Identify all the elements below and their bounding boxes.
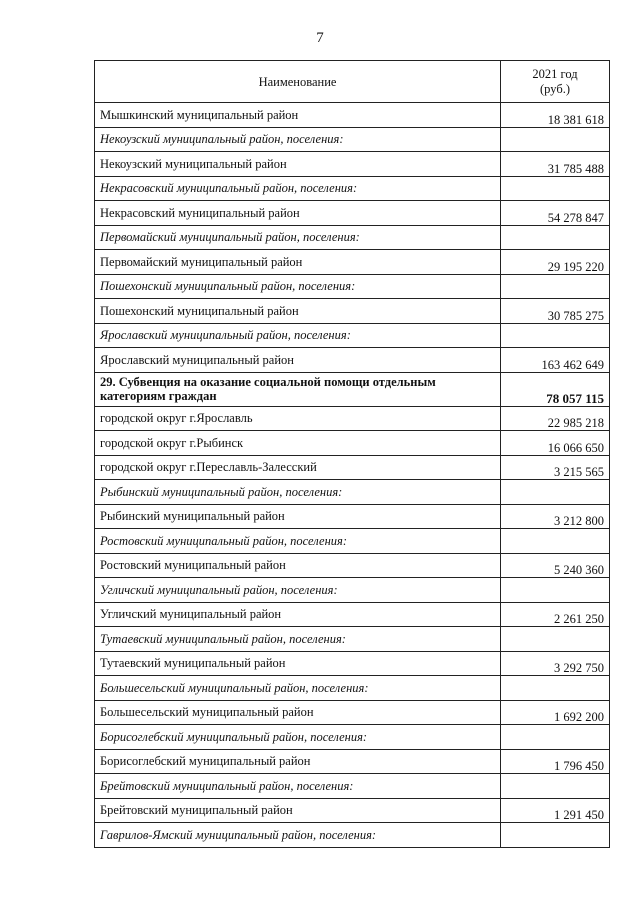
row-amount-cell: 54 278 847: [501, 201, 610, 226]
table-row: [95, 651, 610, 676]
table-row: [95, 103, 610, 128]
table-row: [95, 749, 610, 774]
row-amount-cell: [501, 529, 610, 554]
row-name-cell: Пошехонский муниципальный район, поселения:: [95, 274, 501, 299]
table-row: [95, 152, 610, 177]
row-name-cell: Борисоглебский муниципальный район: [95, 749, 501, 774]
table-body: [95, 103, 610, 848]
row-amount-cell: 78 057 115: [501, 372, 610, 406]
row-amount-cell: 3 212 800: [501, 504, 610, 529]
table-row: [95, 406, 610, 431]
row-amount-cell: [501, 676, 610, 701]
column-header-amount-year: 2021 год: [532, 66, 578, 81]
row-amount-cell: [501, 823, 610, 848]
row-name-cell: городской округ г.Переславль-Залесский: [95, 455, 501, 480]
row-amount-cell: 5 240 360: [501, 553, 610, 578]
table-group-row: [95, 127, 610, 152]
table-group-row: [95, 725, 610, 750]
row-amount-cell: [501, 127, 610, 152]
row-name-cell: Первомайский муниципальный район, поселения:: [95, 225, 501, 250]
table-group-row: [95, 176, 610, 201]
row-name-cell: Ярославский муниципальный район: [95, 348, 501, 373]
row-name-cell: Некрасовский муниципальный район, поселения:: [95, 176, 501, 201]
table-row: [95, 602, 610, 627]
table-row: [95, 455, 610, 480]
table-row: [95, 798, 610, 823]
row-amount-cell: [501, 274, 610, 299]
table-group-row: [95, 274, 610, 299]
row-amount-cell: 30 785 275: [501, 299, 610, 324]
row-amount-cell: 22 985 218: [501, 406, 610, 431]
table-group-row: [95, 480, 610, 505]
row-name-cell: Некрасовский муниципальный район: [95, 201, 501, 226]
table-group-row: [95, 774, 610, 799]
row-name-cell: 29. Субвенция на оказание социальной помощи отдельным категориям граждан: [95, 372, 501, 406]
row-amount-cell: 163 462 649: [501, 348, 610, 373]
row-name-cell: Гаврилов-Ямский муниципальный район, поселения:: [95, 823, 501, 848]
table-row: [95, 553, 610, 578]
row-name-cell: Угличский муниципальный район, поселения:: [95, 578, 501, 603]
row-name-cell: Ростовский муниципальный район: [95, 553, 501, 578]
page-number: 7: [316, 30, 324, 46]
table-row: [95, 201, 610, 226]
table-header-row: [95, 61, 610, 103]
column-header-amount: [501, 61, 610, 103]
row-name-cell: Ростовский муниципальный район, поселения:: [95, 529, 501, 554]
row-name-cell: Тутаевский муниципальный район, поселения:: [95, 627, 501, 652]
budget-table: [94, 60, 610, 848]
row-name-cell: Большесельский муниципальный район: [95, 700, 501, 725]
row-name-cell: Угличский муниципальный район: [95, 602, 501, 627]
row-name-cell: Тутаевский муниципальный район: [95, 651, 501, 676]
row-name-cell: Некоузский муниципальный район: [95, 152, 501, 177]
row-name-cell: Брейтовский муниципальный район: [95, 798, 501, 823]
row-amount-cell: 16 066 650: [501, 431, 610, 456]
table-row: [95, 700, 610, 725]
row-name-cell: Большесельский муниципальный район, поселения:: [95, 676, 501, 701]
row-name-cell: Рыбинский муниципальный район: [95, 504, 501, 529]
row-name-cell: Первомайский муниципальный район: [95, 250, 501, 275]
row-amount-cell: 18 381 618: [501, 103, 610, 128]
table-row: [95, 504, 610, 529]
row-amount-cell: [501, 323, 610, 348]
row-name-cell: Рыбинский муниципальный район, поселения:: [95, 480, 501, 505]
row-name-cell: Пошехонский муниципальный район: [95, 299, 501, 324]
row-name-cell: Борисоглебский муниципальный район, поселения:: [95, 725, 501, 750]
row-name-cell: городской округ г.Ярославль: [95, 406, 501, 431]
row-amount-cell: [501, 480, 610, 505]
row-amount-cell: 29 195 220: [501, 250, 610, 275]
row-amount-cell: [501, 774, 610, 799]
table-row: [95, 299, 610, 324]
table-group-row: [95, 676, 610, 701]
table-section-row: [95, 372, 610, 406]
table-row: [95, 348, 610, 373]
table-group-row: [95, 823, 610, 848]
row-amount-cell: 31 785 488: [501, 152, 610, 177]
table-row: [95, 250, 610, 275]
row-amount-cell: 1 796 450: [501, 749, 610, 774]
row-name-cell: Мышкинский муниципальный район: [95, 103, 501, 128]
table-row: [95, 431, 610, 456]
row-amount-cell: 1 291 450: [501, 798, 610, 823]
table-group-row: [95, 627, 610, 652]
column-header-amount-unit: (руб.): [540, 81, 570, 96]
row-amount-cell: [501, 176, 610, 201]
row-name-cell: Ярославский муниципальный район, поселения:: [95, 323, 501, 348]
row-name-cell: городской округ г.Рыбинск: [95, 431, 501, 456]
table-group-row: [95, 578, 610, 603]
column-header-name: Наименование: [95, 61, 501, 103]
row-amount-cell: [501, 578, 610, 603]
row-amount-cell: [501, 725, 610, 750]
table-group-row: [95, 225, 610, 250]
row-amount-cell: 1 692 200: [501, 700, 610, 725]
row-amount-cell: [501, 627, 610, 652]
row-amount-cell: 2 261 250: [501, 602, 610, 627]
row-name-cell: Брейтовский муниципальный район, поселения:: [95, 774, 501, 799]
row-amount-cell: 3 292 750: [501, 651, 610, 676]
row-amount-cell: [501, 225, 610, 250]
row-name-cell: Некоузский муниципальный район, поселения:: [95, 127, 501, 152]
table-group-row: [95, 529, 610, 554]
row-amount-cell: 3 215 565: [501, 455, 610, 480]
table-group-row: [95, 323, 610, 348]
